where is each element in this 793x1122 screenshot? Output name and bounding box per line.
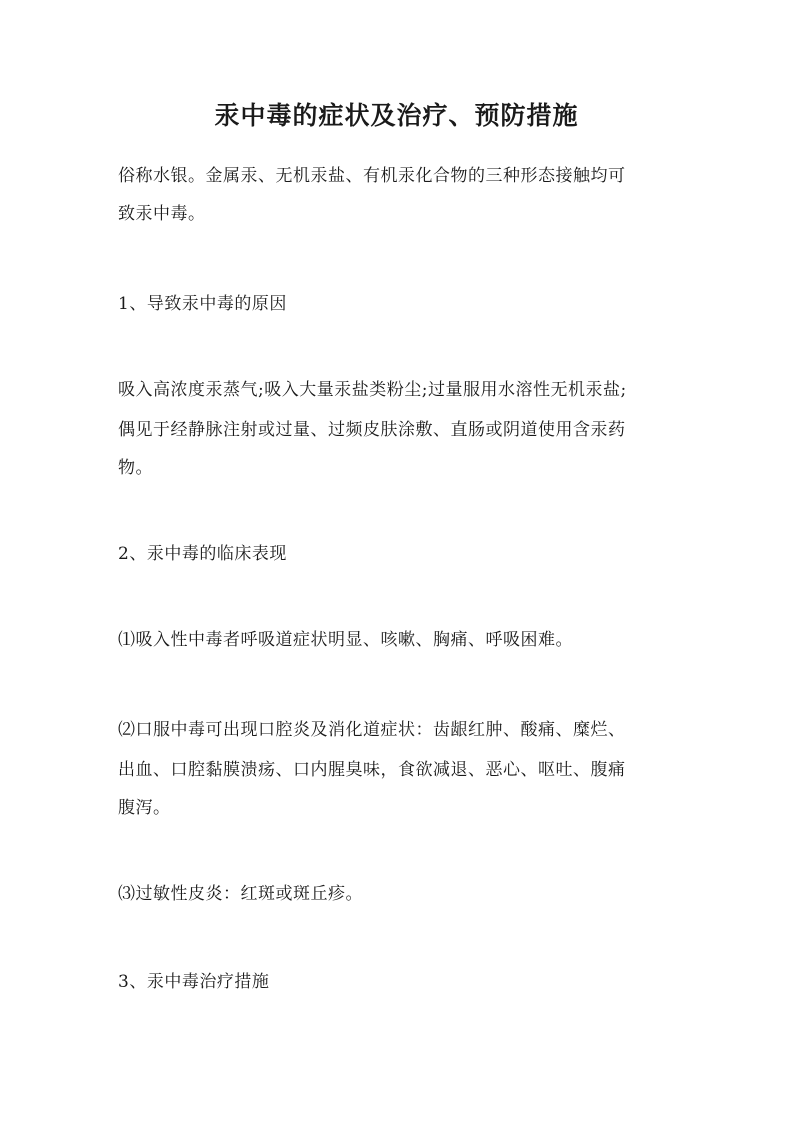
symptom-item-2-line-3: 腹泻。 bbox=[118, 798, 171, 818]
document-title: 汞中毒的症状及治疗、预防措施 bbox=[214, 101, 579, 130]
section-1-heading: 1、导致汞中毒的原因 bbox=[118, 294, 287, 314]
symptom-item-2-line-1: ⑵口服中毒可出现口腔炎及消化道症状：齿龈红肿、酸痛、糜烂、 bbox=[118, 720, 626, 740]
section-1-line-3: 物。 bbox=[118, 458, 153, 478]
section-3-heading: 3、汞中毒治疗措施 bbox=[118, 972, 270, 992]
symptom-item-1: ⑴吸入性中毒者呼吸道症状明显、咳嗽、胸痛、呼吸困难。 bbox=[118, 630, 573, 650]
section-1-line-1: 吸入高浓度汞蒸气;吸入大量汞盐类粉尘;过量服用水溶性无机汞盐; bbox=[118, 380, 627, 400]
symptom-item-2-line-2: 出血、口腔黏膜溃疡、口内腥臭味，食欲减退、恶心、呕吐、腹痛 bbox=[118, 760, 626, 780]
section-1-line-2: 偶见于经静脉注射或过量、过频皮肤涂敷、直肠或阴道使用含汞药 bbox=[118, 420, 626, 440]
intro-line-1: 俗称水银。金属汞、无机汞盐、有机汞化合物的三种形态接触均可 bbox=[118, 166, 626, 186]
symptom-item-3: ⑶过敏性皮炎：红斑或斑丘疹。 bbox=[118, 884, 363, 904]
section-2-heading: 2、汞中毒的临床表现 bbox=[118, 544, 287, 564]
intro-line-2: 致汞中毒。 bbox=[118, 204, 206, 224]
